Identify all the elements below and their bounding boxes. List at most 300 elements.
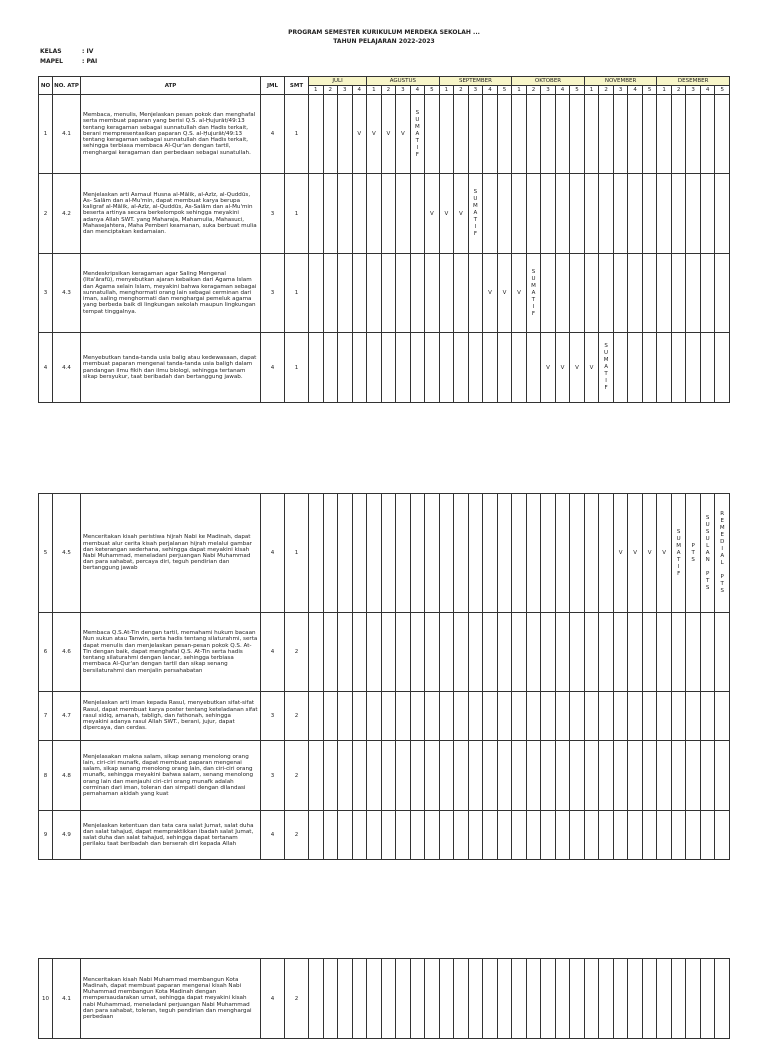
week-header: 5 (715, 86, 730, 95)
week-cell (715, 959, 730, 1039)
week-cell (613, 254, 628, 333)
week-cell (396, 494, 411, 613)
week-cell (715, 613, 730, 692)
week-cell (686, 174, 701, 254)
week-cell (309, 95, 324, 174)
week-cell (671, 741, 686, 811)
week-cell (410, 959, 425, 1039)
week-cell (555, 174, 570, 254)
row-smt: 1 (285, 95, 309, 174)
week-cell (323, 959, 338, 1039)
week-cell (613, 95, 628, 174)
week-cell (555, 692, 570, 741)
week-cell (584, 811, 599, 860)
week-cell (599, 959, 614, 1039)
week-cell (642, 692, 657, 741)
week-cell (555, 613, 570, 692)
week-cell (483, 494, 498, 613)
week-mark: V (396, 95, 411, 174)
week-cell (483, 333, 498, 403)
week-cell (671, 811, 686, 860)
month-header: AGUSTUS (367, 77, 440, 86)
week-cell (352, 174, 367, 254)
week-cell (352, 692, 367, 741)
week-cell (497, 741, 512, 811)
week-cell (700, 254, 715, 333)
table-row (39, 254, 730, 333)
week-cell (526, 333, 541, 403)
document-subtitle: TAHUN PELAJARAN 2022-2023 (333, 38, 435, 45)
row-jml: 3 (261, 692, 285, 741)
week-cell (541, 494, 556, 613)
week-cell (512, 741, 527, 811)
week-cell (367, 613, 382, 692)
week-cell (642, 741, 657, 811)
week-activity-label: S U M A T I F (671, 494, 686, 613)
week-cell (715, 95, 730, 174)
row-no: 1 (39, 95, 53, 174)
week-cell (396, 741, 411, 811)
week-cell (468, 494, 483, 613)
row-no-atp: 4.1 (53, 959, 81, 1039)
row-no-atp: 4.7 (53, 692, 81, 741)
week-header: 2 (526, 86, 541, 95)
week-cell (396, 333, 411, 403)
week-cell (526, 95, 541, 174)
week-cell (439, 692, 454, 741)
week-cell (584, 95, 599, 174)
week-cell (613, 741, 628, 811)
week-activity-label: S U S U L A N P T S (700, 494, 715, 613)
month-header: NOVEMBER (584, 77, 657, 86)
week-cell (381, 333, 396, 403)
row-no-atp: 4.9 (53, 811, 81, 860)
week-header: 4 (352, 86, 367, 95)
week-header: 5 (570, 86, 585, 95)
week-cell (526, 959, 541, 1039)
week-cell (555, 811, 570, 860)
week-cell (613, 333, 628, 403)
week-header: 3 (338, 86, 353, 95)
week-cell (483, 692, 498, 741)
week-mark: V (367, 95, 382, 174)
week-mark: V (657, 494, 672, 613)
row-no: 2 (39, 174, 53, 254)
week-cell (410, 811, 425, 860)
week-cell (541, 811, 556, 860)
week-mark: V (613, 494, 628, 613)
week-cell (613, 959, 628, 1039)
week-cell (570, 811, 585, 860)
week-cell (497, 95, 512, 174)
week-cell (497, 613, 512, 692)
week-cell (671, 692, 686, 741)
row-atp-text: Menjelaskan ketentuan dan tata cara salat Jumat, salat duha dan salat tahajud, dapat mempraktikkan ibadah salat Jumat, salat duha dan salat tahajud, sehingga dapat tertanam perilaku taat beribadah dan berserah diri kepada Allah (81, 811, 261, 860)
week-cell (686, 333, 701, 403)
row-no: 6 (39, 613, 53, 692)
week-header: 1 (512, 86, 527, 95)
week-cell (657, 741, 672, 811)
week-cell (700, 95, 715, 174)
row-jml: 4 (261, 95, 285, 174)
week-mark: V (512, 254, 527, 333)
week-cell (715, 692, 730, 741)
program-table-section-3 (38, 958, 730, 1039)
row-no: 10 (39, 959, 53, 1039)
week-cell (599, 174, 614, 254)
week-cell (671, 95, 686, 174)
week-cell (468, 959, 483, 1039)
week-cell (425, 613, 440, 692)
week-cell (541, 741, 556, 811)
week-mark: V (381, 95, 396, 174)
document-title: PROGRAM SEMESTER KURIKULUM MERDEKA SEKOLAH ... (288, 29, 480, 36)
week-cell (323, 254, 338, 333)
week-cell (541, 254, 556, 333)
week-cell (642, 95, 657, 174)
week-header: 3 (686, 86, 701, 95)
week-header: 1 (367, 86, 382, 95)
week-cell (309, 959, 324, 1039)
week-cell (700, 741, 715, 811)
week-cell (570, 95, 585, 174)
week-cell (381, 613, 396, 692)
week-cell (715, 741, 730, 811)
week-cell (454, 692, 469, 741)
week-cell (497, 692, 512, 741)
header-smt: SMT (285, 77, 309, 95)
week-cell (352, 959, 367, 1039)
row-jml: 4 (261, 811, 285, 860)
row-atp-text: Membaca Q.S.At-Tin dengan tartil, memahami hukum bacaan Nun sukun atau Tanwin, serta hadis tentang silaturahmi, serta dapat menulis dan menjelaskan pesan-pesan pokok Q.S. At-Tin dengan baik, dapat menghafal Q.S. At-Tin serta hadis tentang silaturahmi dengan lancar, sehingga terbiasa membaca Al-Qur'an dengan tartil dan sikap senang bersilaturahmi dan menjalin persahabatan (81, 613, 261, 692)
week-cell (483, 174, 498, 254)
week-cell (526, 174, 541, 254)
week-cell (483, 741, 498, 811)
week-cell (309, 494, 324, 613)
week-activity-label: S U M A T I F (526, 254, 541, 333)
row-no-atp: 4.1 (53, 95, 81, 174)
week-mark: V (584, 333, 599, 403)
week-cell (570, 174, 585, 254)
row-jml: 4 (261, 613, 285, 692)
week-header: 2 (323, 86, 338, 95)
week-cell (338, 811, 353, 860)
week-cell (454, 811, 469, 860)
week-cell (468, 95, 483, 174)
week-header: 5 (642, 86, 657, 95)
week-mark: V (628, 494, 643, 613)
week-mark: V (439, 174, 454, 254)
week-cell (599, 254, 614, 333)
week-header: 4 (410, 86, 425, 95)
row-atp-text: Mendeskripsikan keragaman agar Saling Mengenal (lita'ārafū), menyebutkan ajaran kebaikan dari Agama Islam dan Agama selain Islam, meyakini bahwa keragaman sebagai sunnatullah, menghormati orang lain sebagai cerminan dari iman, saling menghormati dan menghargai pemeluk agama yang berbeda baik di lingkungan sekolah maupun lingkungan tempat tinggalnya. (81, 254, 261, 333)
week-cell (570, 494, 585, 613)
table-row (39, 959, 730, 1039)
row-jml: 4 (261, 333, 285, 403)
week-cell (526, 692, 541, 741)
week-header: 2 (381, 86, 396, 95)
row-jml: 4 (261, 959, 285, 1039)
week-cell (671, 959, 686, 1039)
week-cell (657, 254, 672, 333)
week-cell (483, 613, 498, 692)
week-cell (309, 333, 324, 403)
row-smt: 2 (285, 811, 309, 860)
week-cell (352, 741, 367, 811)
week-header: 5 (497, 86, 512, 95)
week-cell (700, 333, 715, 403)
row-atp-text: Menjelaskan arti Asmaul Husna al-Mālik, al-Azīz, al-Quddūs, As- Salām dan al-Mu'min, dapat membuat karya berupa kaligraf al-Mālik, al-Azīz, al-Quddūs, As-Salām dan al-Mu'min beserta artinya secara berkelompok sehingga meyakini adanya Allah SWT. yang Maharaja, Mahamulia, Mahasuci, Mahasejahtera, Maha Pemberi keamanan, suka berbuat mulia dan menciptakan kedamaian. (81, 174, 261, 254)
week-cell (570, 741, 585, 811)
kelas-value: : IV (82, 48, 94, 55)
week-cell (439, 613, 454, 692)
month-header: DESEMBER (657, 77, 730, 86)
table-row (39, 692, 730, 741)
week-cell (323, 613, 338, 692)
week-cell (367, 692, 382, 741)
week-cell (381, 254, 396, 333)
table-row (39, 613, 730, 692)
mapel-value: : PAI (82, 58, 98, 65)
row-smt: 1 (285, 174, 309, 254)
week-cell (323, 741, 338, 811)
week-cell (512, 95, 527, 174)
week-cell (686, 254, 701, 333)
week-cell (410, 692, 425, 741)
week-cell (425, 811, 440, 860)
week-cell (613, 692, 628, 741)
week-cell (309, 692, 324, 741)
week-cell (425, 494, 440, 613)
week-cell (700, 959, 715, 1039)
week-mark: V (454, 174, 469, 254)
week-cell (671, 333, 686, 403)
week-cell (657, 811, 672, 860)
week-cell (323, 95, 338, 174)
week-cell (512, 613, 527, 692)
week-cell (439, 811, 454, 860)
week-activity-label: S U M A T I F (468, 174, 483, 254)
week-cell (700, 692, 715, 741)
week-activity-label: S U M A T I F (410, 95, 425, 174)
month-header: SEPTEMBER (439, 77, 512, 86)
row-smt: 2 (285, 692, 309, 741)
week-cell (686, 692, 701, 741)
week-cell (323, 494, 338, 613)
week-mark: V (541, 333, 556, 403)
week-cell (410, 741, 425, 811)
week-cell (512, 174, 527, 254)
week-cell (367, 741, 382, 811)
week-cell (642, 811, 657, 860)
week-cell (323, 174, 338, 254)
week-cell (628, 254, 643, 333)
week-cell (700, 174, 715, 254)
week-cell (367, 811, 382, 860)
week-cell (700, 811, 715, 860)
week-cell (541, 613, 556, 692)
week-cell (642, 254, 657, 333)
week-cell (309, 741, 324, 811)
row-no: 8 (39, 741, 53, 811)
week-cell (323, 811, 338, 860)
week-cell (526, 613, 541, 692)
week-cell (497, 959, 512, 1039)
week-cell (628, 741, 643, 811)
row-smt: 1 (285, 494, 309, 613)
week-cell (338, 333, 353, 403)
week-cell (323, 692, 338, 741)
week-cell (468, 333, 483, 403)
week-cell (584, 494, 599, 613)
week-header: 4 (628, 86, 643, 95)
week-cell (584, 741, 599, 811)
week-cell (396, 692, 411, 741)
week-cell (555, 254, 570, 333)
week-cell (454, 494, 469, 613)
row-no: 4 (39, 333, 53, 403)
week-cell (454, 333, 469, 403)
week-cell (410, 174, 425, 254)
week-cell (628, 613, 643, 692)
week-cell (584, 959, 599, 1039)
week-cell (309, 811, 324, 860)
week-cell (526, 494, 541, 613)
week-cell (367, 959, 382, 1039)
row-atp-text: Menceritakan kisah Nabi Muhammad membangun Kota Madinah, dapat membuat paparan mengenai kisah Nabi Muhammad membangun Kota Madinah dengan mempersaudarakan umat, sehingga dapat meyakini kisah nabi Muhammad, meneladani perjuangan Nabi Muhammad dan para sahabat, toleran, teguh pendirian dan menghargai perbedaan (81, 959, 261, 1039)
week-cell (657, 95, 672, 174)
week-cell (396, 174, 411, 254)
week-cell (628, 95, 643, 174)
week-cell (454, 741, 469, 811)
week-cell (526, 741, 541, 811)
week-cell (686, 959, 701, 1039)
week-cell (700, 613, 715, 692)
week-cell (599, 741, 614, 811)
table-row (39, 741, 730, 811)
header-no-atp: NO. ATP (53, 77, 81, 95)
week-cell (439, 741, 454, 811)
week-cell (686, 613, 701, 692)
week-cell (367, 333, 382, 403)
row-atp-text: Menjelasakan makna salam, sikap senang menolong orang lain, ciri-ciri munafk, dapat membuat paparan mengenai salam, sikap senang menolong orang lain, dan ciri-ciri orang munafk, sehingga meyakini bahwa salam, senang menolong orang lain dan menjauhi ciri-ciri orang munafk adalah cerminan dari iman, toleran dan simpati dengan dilandasi pemahaman akidah yang kuat (81, 741, 261, 811)
row-atp-text: Menyebutkan tanda-tanda usia balig atau kedewasaan, dapat membuat paparan mengenai tanda-tanda usia baligh dalam pandangan ilmu fikih dan ilmu biologi, sehingga tertanam sikap bersyukur, taat beribadah dan bertanggung jawab. (81, 333, 261, 403)
week-mark: V (352, 95, 367, 174)
month-header: JULI (309, 77, 367, 86)
week-header: 4 (700, 86, 715, 95)
mapel-label: MAPEL (40, 58, 63, 65)
week-cell (425, 254, 440, 333)
row-jml: 3 (261, 254, 285, 333)
week-header: 4 (555, 86, 570, 95)
week-cell (686, 741, 701, 811)
week-cell (715, 333, 730, 403)
week-cell (584, 613, 599, 692)
week-cell (338, 959, 353, 1039)
week-cell (555, 741, 570, 811)
month-header: OKTOBER (512, 77, 585, 86)
week-cell (657, 333, 672, 403)
row-no: 7 (39, 692, 53, 741)
week-cell (338, 494, 353, 613)
program-table-section-1 (38, 76, 730, 403)
week-cell (599, 494, 614, 613)
week-cell (599, 692, 614, 741)
week-cell (657, 174, 672, 254)
week-cell (410, 333, 425, 403)
week-cell (497, 333, 512, 403)
week-cell (439, 95, 454, 174)
week-activity-label: S U M A T I F (599, 333, 614, 403)
week-cell (555, 494, 570, 613)
week-cell (381, 494, 396, 613)
week-cell (671, 174, 686, 254)
week-cell (367, 174, 382, 254)
week-cell (628, 333, 643, 403)
week-cell (396, 613, 411, 692)
program-table-section-2 (38, 493, 730, 860)
week-cell (338, 174, 353, 254)
week-cell (425, 95, 440, 174)
row-atp-text: Menceritakan kisah peristiwa hijrah Nabi ke Madinah, dapat membuat alur cerita kisah perjalanan hijrah melalui gambar dan keterangan sederhana, sehingga dapat meyakini kisah Nabi Muhammad, meneladani perjuangan Nabi Muhammad dan para sahabat, percaya diri, teguh pendirian dan bertanggung jawab (81, 494, 261, 613)
week-cell (338, 95, 353, 174)
week-cell (570, 692, 585, 741)
week-cell (657, 692, 672, 741)
week-cell (338, 613, 353, 692)
week-cell (715, 174, 730, 254)
week-cell (671, 254, 686, 333)
week-cell (425, 692, 440, 741)
header-no: NO (39, 77, 53, 95)
week-cell (613, 811, 628, 860)
week-cell (715, 254, 730, 333)
week-cell (555, 959, 570, 1039)
header-jml: JML (261, 77, 285, 95)
week-cell (309, 254, 324, 333)
week-cell (338, 741, 353, 811)
row-smt: 1 (285, 254, 309, 333)
week-cell (628, 811, 643, 860)
week-cell (439, 333, 454, 403)
week-mark: V (425, 174, 440, 254)
week-cell (512, 811, 527, 860)
week-cell (657, 613, 672, 692)
week-cell (642, 959, 657, 1039)
week-cell (396, 254, 411, 333)
week-cell (599, 613, 614, 692)
week-cell (686, 811, 701, 860)
week-cell (642, 613, 657, 692)
week-cell (526, 811, 541, 860)
week-cell (410, 254, 425, 333)
week-cell (367, 494, 382, 613)
row-smt: 2 (285, 613, 309, 692)
week-header: 1 (657, 86, 672, 95)
week-cell (584, 254, 599, 333)
week-cell (468, 613, 483, 692)
row-no-atp: 4.5 (53, 494, 81, 613)
row-jml: 3 (261, 741, 285, 811)
week-header: 3 (468, 86, 483, 95)
week-cell (468, 811, 483, 860)
week-cell (541, 95, 556, 174)
week-cell (439, 494, 454, 613)
week-cell (425, 959, 440, 1039)
week-cell (468, 741, 483, 811)
week-cell (599, 811, 614, 860)
week-cell (352, 254, 367, 333)
week-cell (352, 333, 367, 403)
